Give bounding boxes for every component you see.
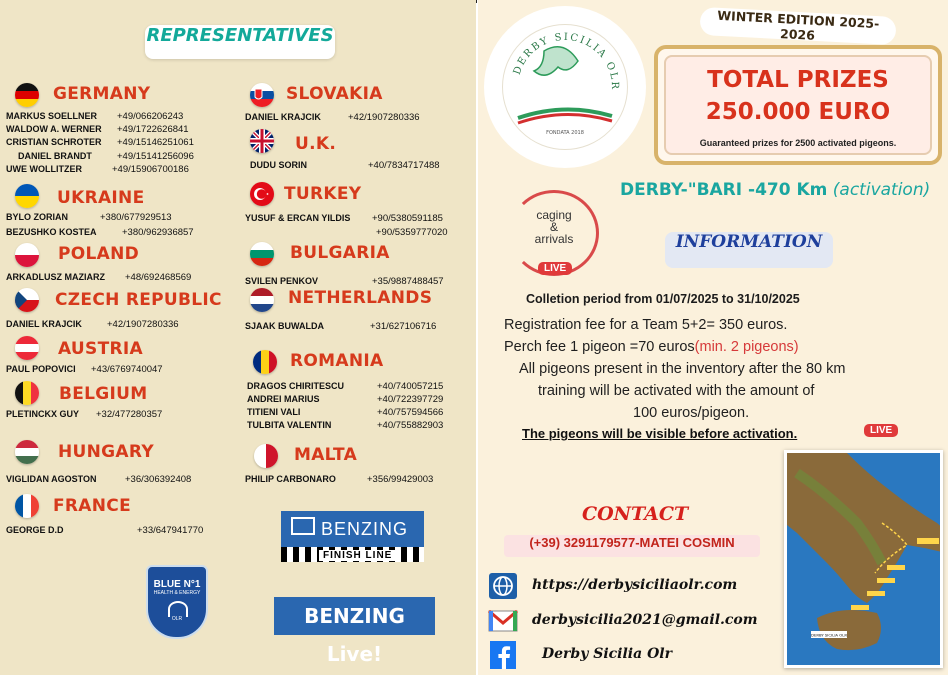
rep-phone: +49/15141256096 bbox=[117, 151, 194, 162]
rep-name: PHILIP CARBONARO bbox=[245, 474, 336, 484]
rep-name: BYLO ZORIAN bbox=[6, 212, 68, 222]
uk-flag-icon bbox=[250, 129, 274, 153]
rep-phone: +40/7834717488 bbox=[368, 160, 440, 171]
bulgaria-flag-icon bbox=[250, 242, 274, 266]
svg-text:DERBY SICILIA OLR: DERBY SICILIA OLR bbox=[511, 31, 621, 92]
rep-phone: +90/5380591185 bbox=[372, 213, 443, 224]
mail-icon bbox=[488, 607, 518, 635]
rep-phone: +35/9887488457 bbox=[372, 276, 444, 287]
rep-name: WALDOW A. WERNER bbox=[6, 124, 102, 134]
signal-icon bbox=[168, 601, 188, 617]
finish-line-text: FINISH LINE bbox=[319, 550, 396, 561]
country-name: POLAND bbox=[58, 244, 140, 264]
rep-phone: +40/740057215 bbox=[377, 381, 444, 392]
blue-n1-brand: OLR bbox=[171, 616, 183, 622]
rep-name: CRISTIAN SCHROTER bbox=[6, 137, 102, 147]
email-link[interactable]: derbysicilia2021@gmail.com bbox=[532, 612, 758, 628]
country-name: MALTA bbox=[294, 445, 358, 465]
rep-name: ANDREI MARIUS bbox=[247, 394, 320, 404]
rep-name: MARKUS SOELLNER bbox=[6, 111, 98, 121]
rep-name: DANIEL BRANDT bbox=[18, 151, 92, 161]
hungary-flag-icon bbox=[15, 440, 39, 464]
rep-phone: +380/962936857 bbox=[122, 227, 194, 238]
rep-phone: +356/99429003 bbox=[367, 474, 434, 485]
rep-phone: +31/627106716 bbox=[370, 321, 437, 332]
live-badge: LIVE bbox=[538, 262, 572, 275]
contact-heading: CONTACT bbox=[582, 503, 689, 525]
benzing-finish-line-logo bbox=[281, 511, 424, 562]
rep-name: VIGLIDAN AGOSTON bbox=[6, 474, 97, 484]
perch-fee bbox=[504, 339, 799, 355]
caging-label: caging bbox=[536, 208, 572, 222]
total-prizes-amount: 250.000 EURO bbox=[705, 99, 891, 125]
rep-name: DUDU SORIN bbox=[250, 160, 308, 170]
rep-phone: +49/1722626841 bbox=[117, 124, 189, 135]
derby-race-activation: (activation) bbox=[827, 180, 931, 200]
romania-flag-icon bbox=[253, 350, 277, 374]
country-name: FRANCE bbox=[53, 496, 131, 516]
arrivals-label: arrivals bbox=[534, 232, 574, 246]
facebook-icon bbox=[488, 641, 518, 669]
germany-flag-icon bbox=[15, 83, 39, 107]
rep-phone: +49/15906700186 bbox=[112, 164, 189, 175]
visible-before-activation: The pigeons will be visible before activation. bbox=[522, 426, 798, 441]
svg-text:DERBY SICILIA OLR: DERBY SICILIA OLR bbox=[811, 632, 847, 638]
rep-phone: +33/647941770 bbox=[137, 525, 204, 536]
ukraine-flag-icon bbox=[15, 184, 39, 208]
rep-phone: +90/5359777020 bbox=[376, 227, 448, 238]
benzing-live-logo: BENZING Live! bbox=[274, 597, 435, 635]
rep-phone: +48/692468569 bbox=[125, 272, 192, 283]
representatives-title: REPRESENTATIVES bbox=[145, 25, 335, 59]
rep-phone: +40/757594566 bbox=[377, 407, 444, 418]
rep-name: TITIENI VALI bbox=[247, 407, 301, 417]
collection-period: Colletion period from 01/07/2025 to 31/10/2025 bbox=[526, 292, 800, 306]
country-name: SLOVAKIA bbox=[286, 84, 383, 104]
country-name: TURKEY bbox=[284, 184, 362, 204]
country-name: BELGIUM bbox=[59, 384, 148, 404]
activation-line-3: 100 euros/pigeon. bbox=[633, 405, 750, 421]
globe-icon bbox=[488, 572, 518, 600]
guaranteed-note: Guaranteed prizes for 2500 activated pigeons. bbox=[699, 138, 897, 148]
total-prizes-box bbox=[654, 45, 942, 165]
rep-name: TULBITA VALENTIN bbox=[247, 420, 332, 430]
activation-line-1: All pigeons present in the inventory after the 80 km bbox=[519, 361, 846, 377]
rep-phone: +42/1907280336 bbox=[107, 319, 179, 330]
rep-name: ARKADLUSZ MAZIARZ bbox=[6, 272, 105, 282]
email-row[interactable] bbox=[488, 607, 788, 635]
rep-name: GEORGE D.D bbox=[6, 525, 64, 535]
rep-phone: +40/755882903 bbox=[377, 420, 444, 431]
blue-n1-logo bbox=[146, 565, 208, 639]
country-name: AUSTRIA bbox=[58, 339, 143, 359]
winter-edition-badge: WINTER EDITION 2025-2026 bbox=[699, 7, 896, 45]
rep-name: DANIEL KRAJCIK bbox=[6, 319, 82, 329]
country-name: UKRAINE bbox=[57, 188, 145, 208]
czech-flag-icon bbox=[15, 288, 39, 312]
france-flag-icon bbox=[15, 494, 39, 518]
belgium-flag-icon bbox=[15, 381, 39, 405]
italy-map bbox=[787, 453, 943, 668]
info-panel bbox=[478, 0, 948, 675]
rep-name: YUSUF & ERCAN YILDIS bbox=[245, 213, 351, 223]
country-name: NETHERLANDS bbox=[288, 288, 433, 308]
netherlands-flag-icon bbox=[250, 288, 274, 312]
facebook-link[interactable]: Derby Sicilia Olr bbox=[542, 646, 672, 662]
rep-phone: +43/6769740047 bbox=[91, 364, 163, 375]
rep-phone: +36/306392408 bbox=[125, 474, 192, 485]
activation-line-2: training will be activated with the amount of bbox=[538, 383, 815, 399]
blue-n1-title: BLUE N°1 bbox=[153, 579, 201, 590]
website-link[interactable]: https://derbysiciliaolr.com bbox=[532, 577, 738, 593]
rep-name: PLETINCKX GUY bbox=[6, 409, 80, 419]
malta-flag-icon bbox=[254, 444, 278, 468]
turkey-flag-icon bbox=[250, 182, 274, 206]
derby-sicilia-logo bbox=[484, 6, 646, 168]
rep-phone: +40/722397729 bbox=[377, 394, 444, 405]
route-map bbox=[784, 450, 943, 668]
rep-name: UWE WOLLITZER bbox=[6, 164, 82, 174]
rep-name: DANIEL KRAJCIK bbox=[245, 112, 321, 122]
rep-phone: +49/066206243 bbox=[117, 111, 184, 122]
rep-name: SJAAK BUWALDA bbox=[245, 321, 325, 331]
rep-name: PAUL POPOVICI bbox=[6, 364, 76, 374]
contact-phone[interactable]: (+39) 3291179577-MATEI COSMIN bbox=[504, 535, 760, 557]
poland-flag-icon bbox=[15, 243, 39, 267]
facebook-row[interactable] bbox=[488, 641, 788, 669]
country-name: CZECH REPUBLIC bbox=[55, 290, 222, 310]
total-prizes-label: TOTAL PRIZES bbox=[707, 67, 889, 93]
website-row[interactable] bbox=[488, 572, 788, 600]
country-name: ROMANIA bbox=[290, 351, 384, 371]
rep-phone: +42/1907280336 bbox=[348, 112, 420, 123]
country-name: HUNGARY bbox=[58, 442, 154, 462]
perch-fee-text: Perch fee 1 pigeon =70 euros bbox=[504, 339, 695, 355]
country-name: U.K. bbox=[295, 134, 337, 154]
blue-n1-subtitle: HEALTH & ENERGY bbox=[153, 590, 201, 596]
benzing-logo-text: BENZING bbox=[321, 519, 409, 539]
live-badge-2: LIVE bbox=[864, 424, 898, 437]
rep-phone: +32/477280357 bbox=[96, 409, 163, 420]
derby-race-title bbox=[620, 180, 930, 200]
envelope-icon bbox=[291, 517, 315, 535]
perch-fee-minimum: (min. 2 pigeons) bbox=[694, 339, 799, 355]
registration-fee: Registration fee for a Team 5+2= 350 euros. bbox=[504, 317, 788, 333]
rep-phone: +49/15146251061 bbox=[117, 137, 194, 148]
rep-name: DRAGOS CHIRITESCU bbox=[247, 381, 345, 391]
rep-phone: +380/677929513 bbox=[100, 212, 172, 223]
information-heading: INFORMATION bbox=[665, 232, 833, 268]
country-name: BULGARIA bbox=[290, 243, 390, 263]
austria-flag-icon bbox=[15, 336, 39, 360]
slovakia-flag-icon bbox=[250, 83, 274, 107]
rep-name: BEZUSHKO KOSTEA bbox=[6, 227, 97, 237]
country-name: GERMANY bbox=[53, 84, 151, 104]
rep-name: SVILEN PENKOV bbox=[245, 276, 319, 286]
derby-race-main: DERBY-"BARI -470 Km bbox=[620, 180, 828, 200]
logo-ring-text bbox=[484, 6, 646, 168]
svg-text:FONDATA 2018: FONDATA 2018 bbox=[546, 130, 584, 136]
caging-amp: & bbox=[549, 220, 558, 234]
